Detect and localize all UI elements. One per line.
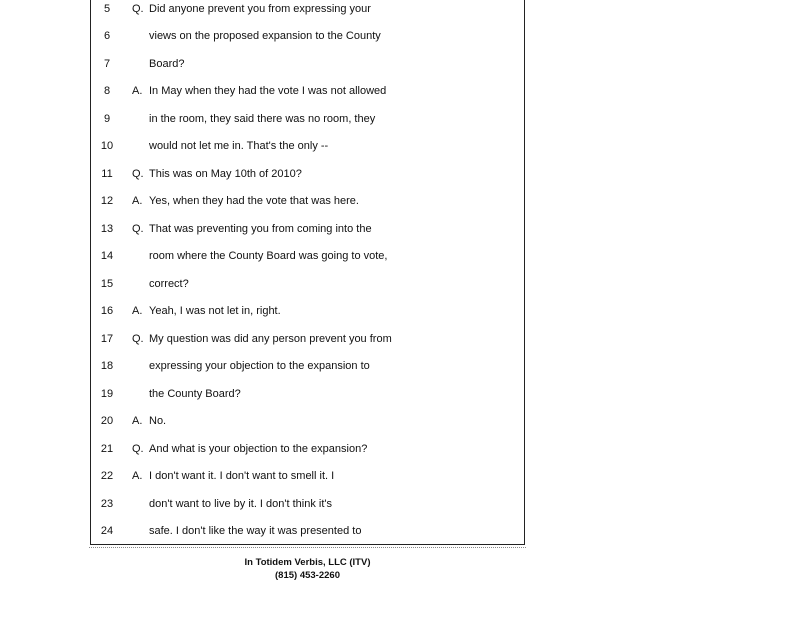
line-text: I don't want it. I don't want to smell it. I [149,470,335,482]
footer-company: In Totidem Verbis, LLC (ITV) [244,557,371,568]
line-text: Board? [149,58,185,70]
line-number: 18 [100,360,114,372]
speaker-marker: A. [132,195,143,207]
transcript-line [91,495,524,513]
line-text: This was on May 10th of 2010? [149,168,302,180]
line-text: No. [149,415,167,427]
line-number: 5 [103,3,111,15]
line-number: 15 [100,278,114,290]
line-number: 17 [100,333,114,345]
line-text: Did anyone prevent you from expressing your [149,3,371,15]
transcript-line [91,330,524,348]
transcript-line [91,247,524,265]
line-text: don't want to live by it. I don't think it's [149,498,333,510]
transcript-line [91,302,524,320]
line-text: In May when they had the vote I was not allowed [149,85,387,97]
line-number: 21 [100,443,114,455]
transcript-line [91,275,524,293]
transcript-line [91,385,524,403]
line-number: 11 [101,168,113,180]
line-text: Yeah, I was not let in, right. [149,305,281,317]
line-text: safe. I don't like the way it was presented to [149,525,362,537]
line-number: 13 [100,223,114,235]
line-text: the County Board? [149,388,241,400]
line-text: And what is your objection to the expansion? [149,443,368,455]
line-text: views on the proposed expansion to the County [149,30,381,42]
line-number: 24 [100,525,114,537]
line-number: 8 [103,85,111,97]
line-number: 20 [100,415,114,427]
line-text: That was preventing you from coming into the [149,223,372,235]
line-number: 9 [103,113,111,125]
transcript-line [91,357,524,375]
speaker-marker: A. [132,305,143,317]
line-text: room where the County Board was going to vote, [149,250,388,262]
speaker-marker: Q. [132,168,144,180]
footer-phone: (815) 453-2260 [275,570,340,581]
speaker-marker: A. [132,85,143,97]
transcript-line [91,110,524,128]
line-number: 10 [100,140,114,152]
transcript-line [91,192,524,210]
transcript-line [91,220,524,238]
line-number: 12 [100,195,114,207]
line-text: expressing your objection to the expansion to [149,360,370,372]
line-text: correct? [149,278,189,290]
line-number: 16 [100,305,114,317]
speaker-marker: Q. [132,443,144,455]
line-text: My question was did any person prevent you from [149,333,392,345]
line-text: in the room, they said there was no room, they [149,113,376,125]
line-number: 7 [103,58,111,70]
transcript-line [91,82,524,100]
line-number: 22 [100,470,114,482]
transcript-line [91,165,524,183]
speaker-marker: A. [132,470,143,482]
line-text: would not let me in. That's the only -- [149,140,329,152]
speaker-marker: A. [132,415,143,427]
transcript-line [91,412,524,430]
line-text: Yes, when they had the vote that was here. [149,195,359,207]
transcript-line [91,27,524,45]
line-number: 23 [100,498,114,510]
transcript-page [90,0,525,545]
speaker-marker: Q. [132,223,144,235]
transcript-line [91,467,524,485]
speaker-marker: Q. [132,3,144,15]
transcript-line [91,440,524,458]
line-number: 6 [103,30,111,42]
line-number: 19 [100,388,114,400]
line-number: 14 [100,250,114,262]
speaker-marker: Q. [132,333,144,345]
transcript-line [91,0,524,18]
transcript-line [91,522,524,540]
transcript-line [91,55,524,73]
transcript-line [91,137,524,155]
